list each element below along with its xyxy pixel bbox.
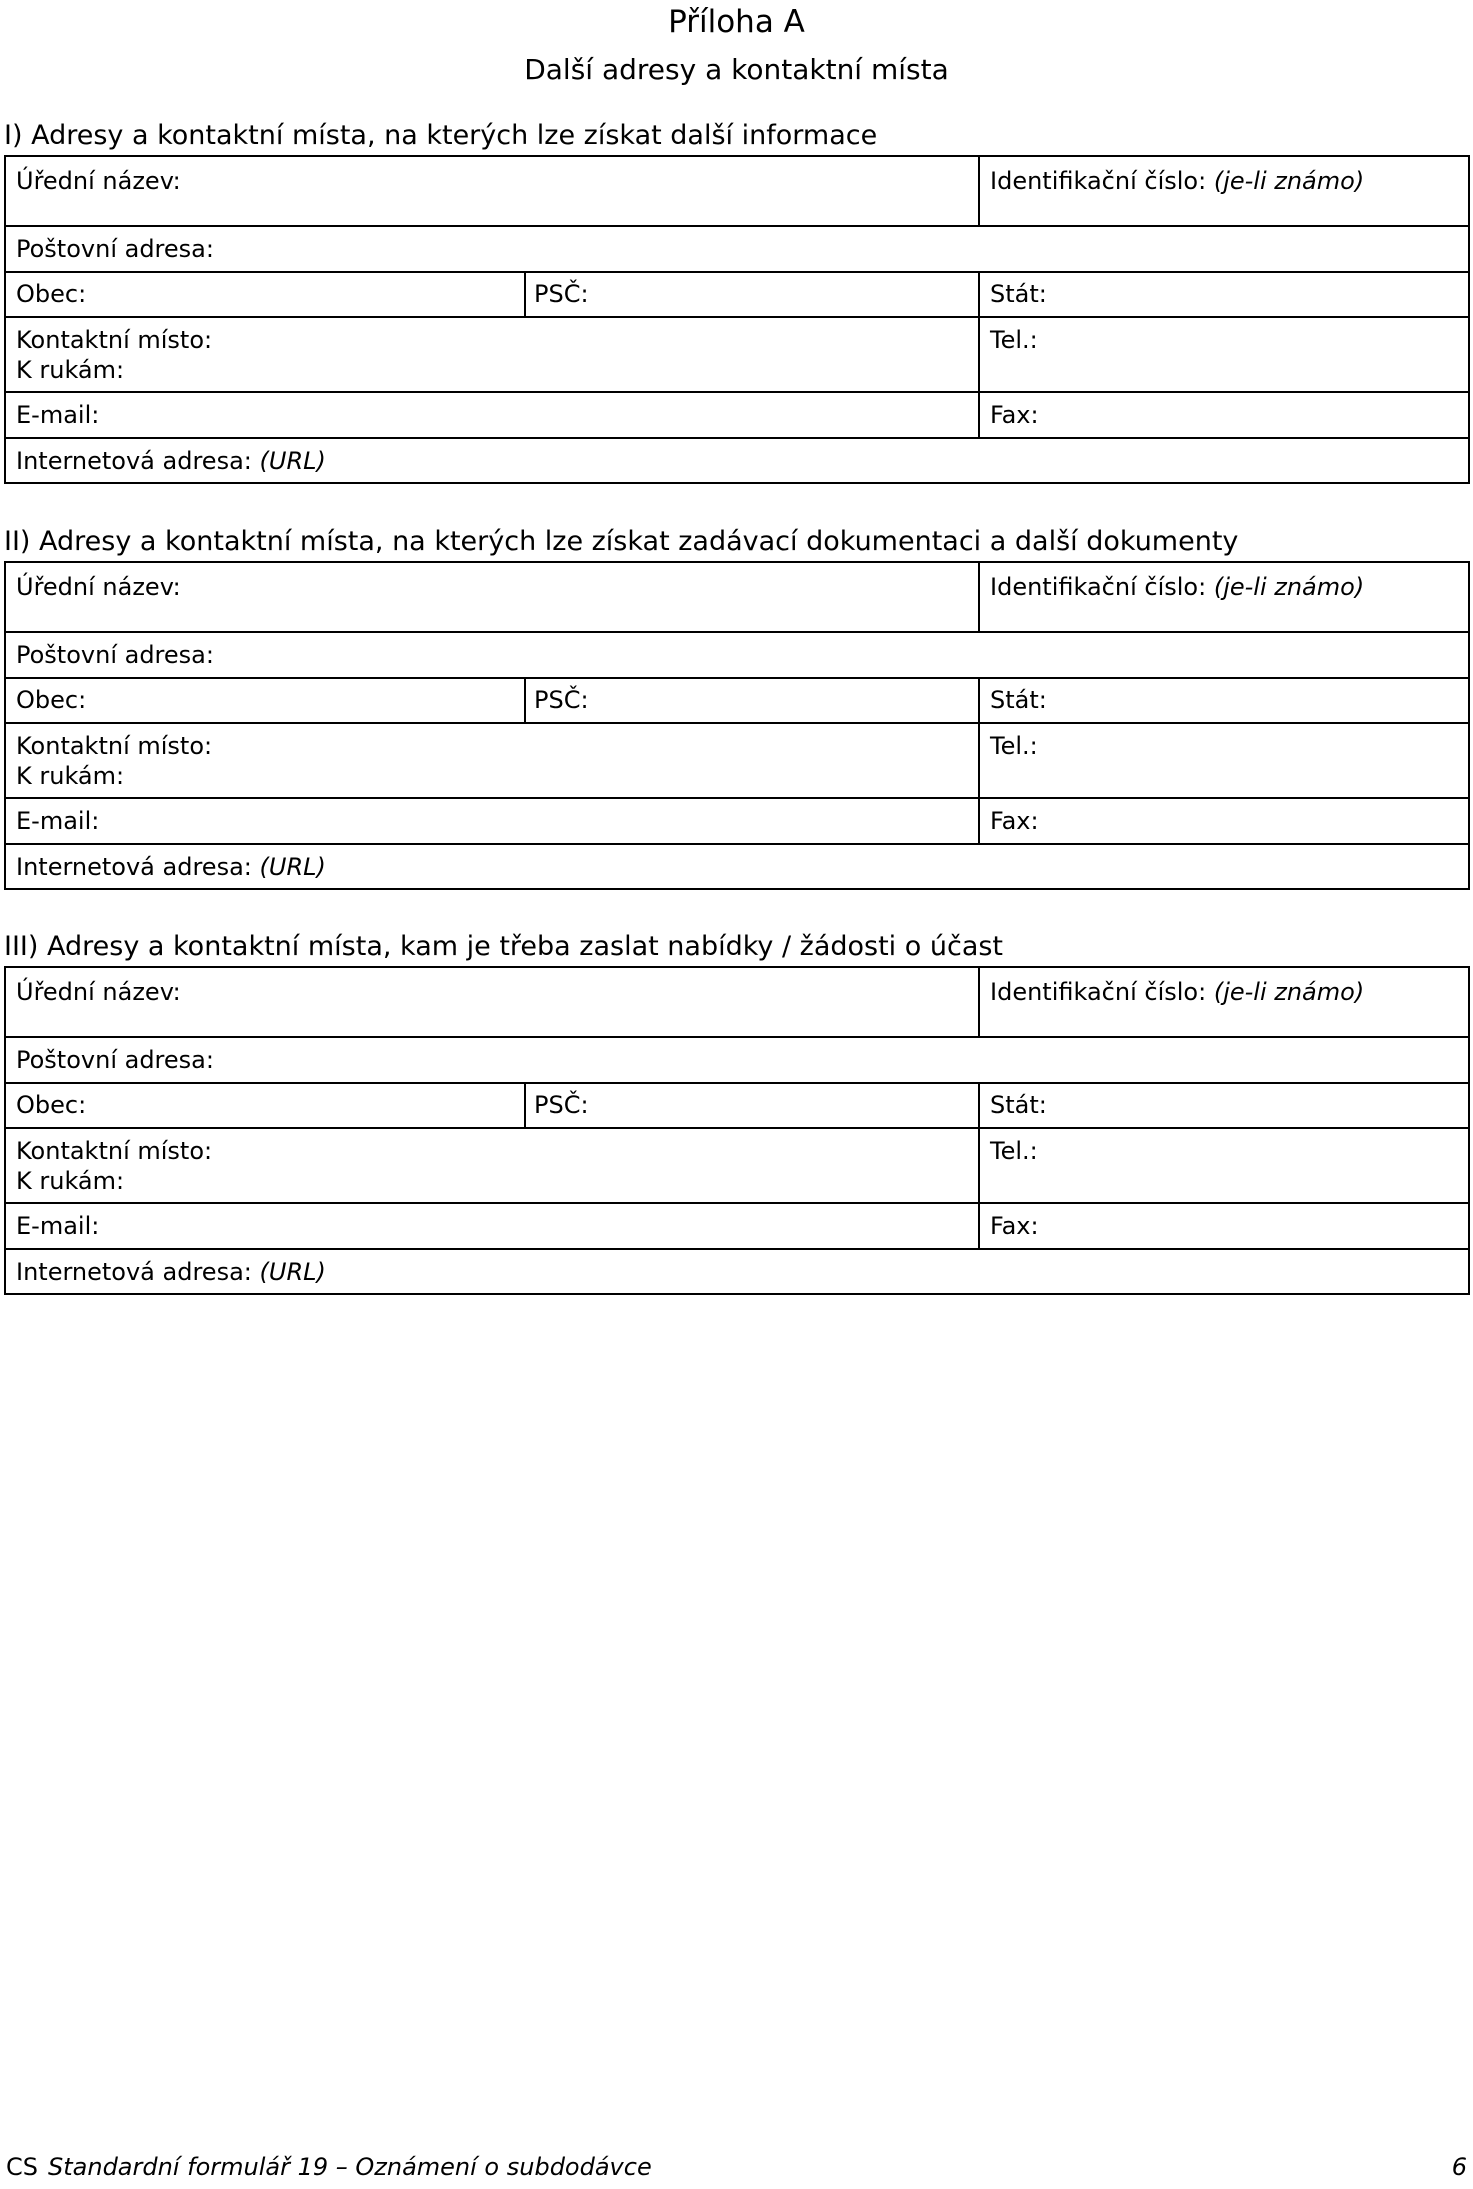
postal-address-label: Poštovní adresa: bbox=[16, 641, 214, 669]
email-label: E-mail: bbox=[16, 1212, 100, 1240]
address-form-3 bbox=[4, 966, 1470, 1295]
id-number-label: Identifikační číslo: (je-li známo) bbox=[990, 978, 1365, 1006]
id-number-note: (je-li známo) bbox=[1213, 167, 1365, 195]
email-label: E-mail: bbox=[16, 807, 100, 835]
url-note: (URL) bbox=[259, 1258, 326, 1286]
page-subtitle: Další adresy a kontaktní místa bbox=[524, 53, 949, 86]
contact-point-label: Kontaktní místo: bbox=[16, 732, 213, 760]
id-number-note: (je-li známo) bbox=[1213, 573, 1365, 601]
town-label: Obec: bbox=[16, 1091, 87, 1119]
footer-page-number: 6 bbox=[1451, 2153, 1467, 2181]
email-label: E-mail: bbox=[16, 401, 100, 429]
address-form-1 bbox=[4, 155, 1470, 484]
postal-address-label: Poštovní adresa: bbox=[16, 1046, 214, 1074]
telephone-label: Tel.: bbox=[990, 732, 1038, 760]
page-footer bbox=[6, 2152, 652, 2182]
fax-label: Fax: bbox=[990, 807, 1039, 835]
postal-address-label: Poštovní adresa: bbox=[16, 235, 214, 263]
town-label: Obec: bbox=[16, 686, 87, 714]
town-label: Obec: bbox=[16, 280, 87, 308]
telephone-label: Tel.: bbox=[990, 326, 1038, 354]
internet-address-label: Internetová adresa: (URL) bbox=[16, 1258, 326, 1286]
contact-point-label: Kontaktní místo: bbox=[16, 1137, 213, 1165]
internet-address-label: Internetová adresa: (URL) bbox=[16, 447, 326, 475]
postal-code-label: PSČ: bbox=[534, 686, 589, 714]
section-heading-1: I) Adresy a kontaktní místa, na kterých lze získat další informace bbox=[4, 120, 878, 151]
official-name-label: Úřední název: bbox=[16, 167, 181, 195]
url-note: (URL) bbox=[259, 447, 326, 475]
country-label: Stát: bbox=[990, 686, 1047, 714]
footer-language: CS bbox=[6, 2153, 38, 2181]
address-form-2 bbox=[4, 561, 1470, 890]
attention-label: K rukám: bbox=[16, 1167, 125, 1195]
section-heading-3: III) Adresy a kontaktní místa, kam je třeba zaslat nabídky / žádosti o účast bbox=[4, 931, 1004, 962]
url-note: (URL) bbox=[259, 853, 326, 881]
id-number-label: Identifikační číslo: (je-li známo) bbox=[990, 573, 1365, 601]
internet-address-label: Internetová adresa: (URL) bbox=[16, 853, 326, 881]
country-label: Stát: bbox=[990, 1091, 1047, 1119]
id-number-label: Identifikační číslo: (je-li známo) bbox=[990, 167, 1365, 195]
fax-label: Fax: bbox=[990, 401, 1039, 429]
postal-code-label: PSČ: bbox=[534, 280, 589, 308]
telephone-label: Tel.: bbox=[990, 1137, 1038, 1165]
section-heading-2: II) Adresy a kontaktní místa, na kterých lze získat zadávací dokumentaci a další dokumenty bbox=[4, 526, 1239, 557]
official-name-label: Úřední název: bbox=[16, 573, 181, 601]
id-number-note: (je-li známo) bbox=[1213, 978, 1365, 1006]
contact-point-label: Kontaktní místo: bbox=[16, 326, 213, 354]
page-title: Příloha A bbox=[668, 4, 805, 40]
fax-label: Fax: bbox=[990, 1212, 1039, 1240]
postal-code-label: PSČ: bbox=[534, 1091, 589, 1119]
attention-label: K rukám: bbox=[16, 762, 125, 790]
country-label: Stát: bbox=[990, 280, 1047, 308]
footer-form-title: Standardní formulář 19 – Oznámení o subdodávce bbox=[48, 2153, 652, 2181]
attention-label: K rukám: bbox=[16, 356, 125, 384]
official-name-label: Úřední název: bbox=[16, 978, 181, 1006]
